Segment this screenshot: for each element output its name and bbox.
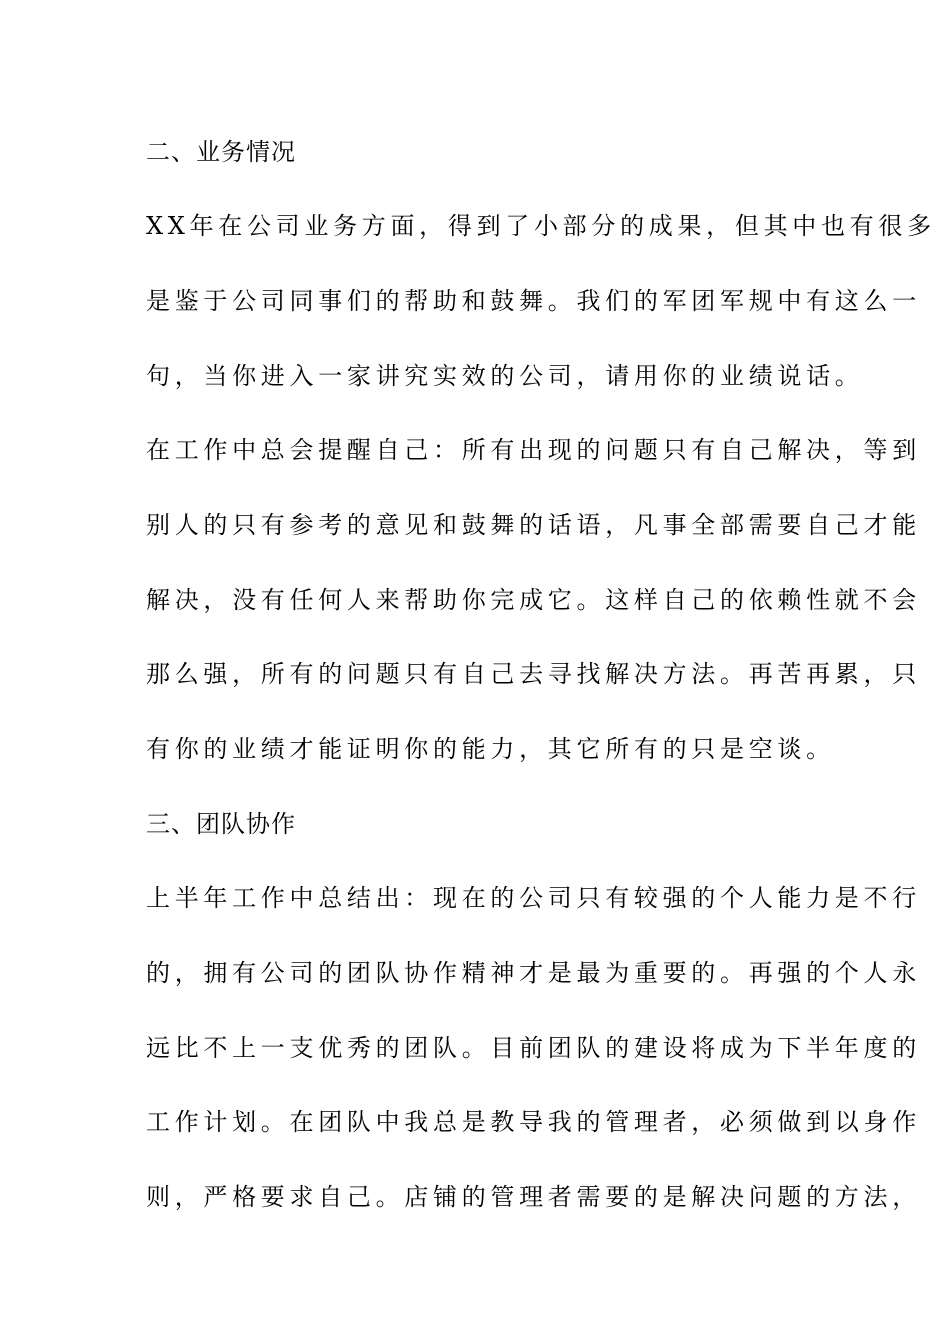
paragraph-line: 句，当你进入一家讲究实效的公司，请用你的业绩说话。 [146, 362, 864, 390]
paragraph-line: 有你的业绩才能证明你的能力，其它所有的只是空谈。 [146, 735, 835, 763]
paragraph-line: 上半年工作中总结出：现在的公司只有较强的个人能力是不行 [146, 884, 921, 912]
paragraph-line: XX年在公司业务方面，得到了小部分的成果，但其中也有很多 [146, 212, 936, 240]
paragraph-line: 则，严格要求自己。店铺的管理者需要的是解决问题的方法， [146, 1183, 921, 1211]
section-heading-teamwork: 三、团队协作 [146, 810, 296, 838]
section-heading-business: 二、业务情况 [146, 138, 296, 166]
paragraph-line: 是鉴于公司同事们的帮助和鼓舞。我们的军团军规中有这么一 [146, 287, 921, 315]
paragraph-line: 的，拥有公司的团队协作精神才是最为重要的。再强的个人永 [146, 959, 921, 987]
paragraph-line: 解决，没有任何人来帮助你完成它。这样自己的依赖性就不会 [146, 586, 921, 614]
paragraph-line: 在工作中总会提醒自己：所有出现的问题只有自己解决，等到 [146, 436, 921, 464]
paragraph-line: 远比不上一支优秀的团队。目前团队的建设将成为下半年度的 [146, 1034, 921, 1062]
paragraph-line: 别人的只有参考的意见和鼓舞的话语，凡事全部需要自己才能 [146, 511, 921, 539]
paragraph-line: 那么强，所有的问题只有自己去寻找解决方法。再苦再累，只 [146, 660, 921, 688]
paragraph-line: 工作计划。在团队中我总是教导我的管理者，必须做到以身作 [146, 1108, 921, 1136]
